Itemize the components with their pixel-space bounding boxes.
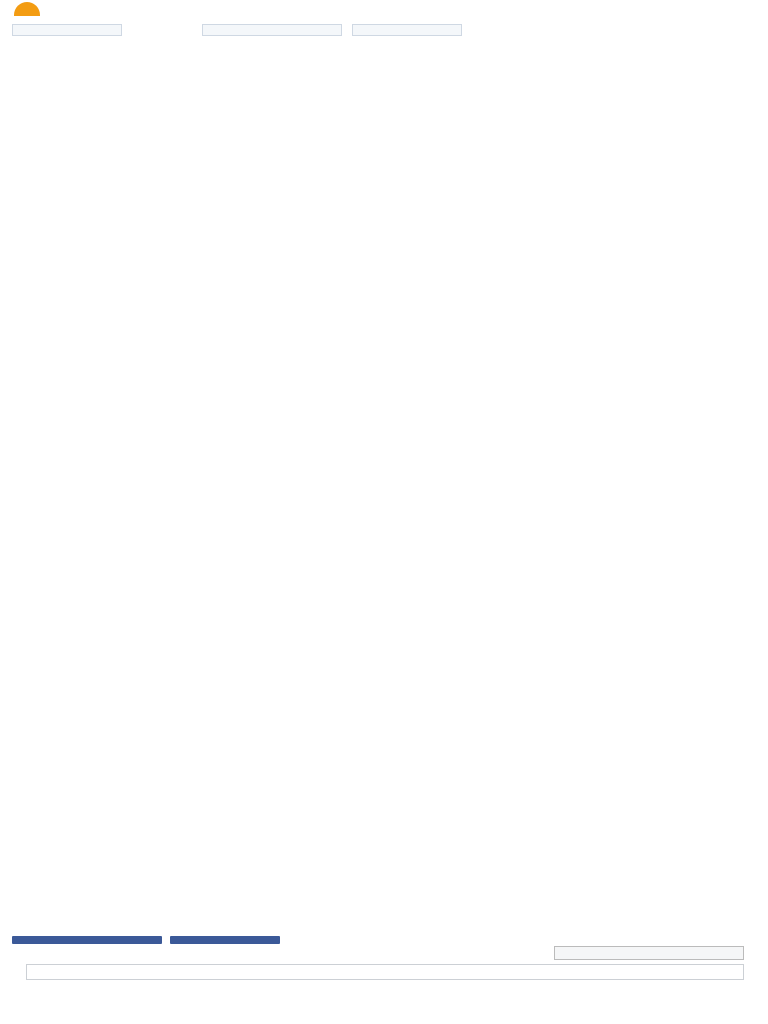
site-logo[interactable] [14, 2, 144, 22]
share-button[interactable] [524, 42, 550, 54]
share-button[interactable] [396, 42, 422, 54]
breadcrumb[interactable] [12, 38, 312, 48]
share-button[interactable] [170, 936, 280, 944]
share-bar [396, 42, 616, 54]
article-body [12, 66, 756, 856]
sort-label [372, 950, 472, 960]
nav-button[interactable] [12, 24, 122, 36]
top-nav [12, 24, 752, 36]
site-header [0, 0, 768, 26]
share-button[interactable] [460, 42, 486, 54]
like-button[interactable] [12, 936, 162, 944]
article-title [60, 50, 380, 64]
like-row [12, 936, 312, 946]
nav-button[interactable] [352, 24, 462, 36]
nav-button[interactable] [202, 24, 342, 36]
sort-select[interactable] [554, 946, 744, 960]
header-contact-lines [170, 2, 570, 24]
share-button[interactable] [428, 42, 454, 54]
logo-mark [14, 2, 40, 16]
footer-copyright [200, 1006, 600, 1024]
comment-input[interactable] [26, 964, 744, 980]
footer-share [12, 994, 612, 1006]
comment-count [26, 950, 146, 960]
logo-text [42, 5, 142, 19]
share-button[interactable] [492, 42, 518, 54]
